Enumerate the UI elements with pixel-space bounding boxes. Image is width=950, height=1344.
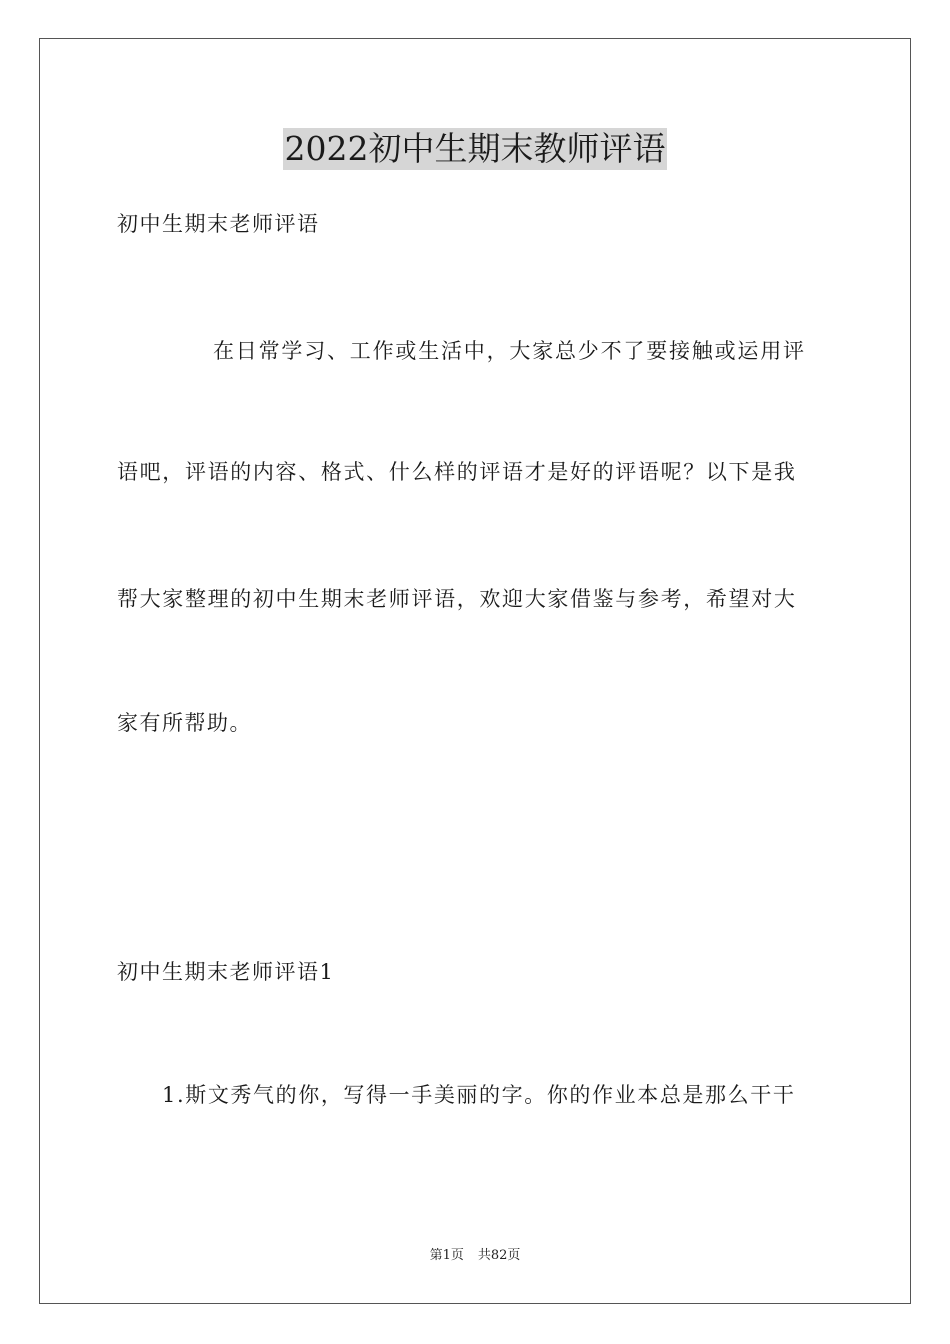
page-footer	[0, 1247, 950, 1265]
document-title-text: 2022初中生期末教师评语	[284, 129, 666, 168]
document-title	[0, 128, 950, 170]
intro-line-3: 帮大家整理的初中生期末老师评语，欢迎大家借鉴与参考，希望对大	[117, 587, 797, 611]
page-total: 共82页	[477, 1248, 521, 1263]
intro-line-2: 语吧，评语的内容、格式、什么样的评语才是好的评语呢？以下是我	[117, 460, 797, 484]
section-heading: 初中生期末老师评语1	[117, 960, 335, 984]
intro-line-1: 在日常学习、工作或生活中，大家总少不了要接触或运用评	[213, 339, 806, 363]
document-subtitle: 初中生期末老师评语	[117, 212, 320, 236]
page-number: 第1页	[429, 1248, 464, 1263]
list-item: 1.斯文秀气的你，写得一手美丽的字。你的作业本总是那么干干	[162, 1083, 796, 1107]
intro-line-4: 家有所帮助。	[117, 711, 252, 735]
